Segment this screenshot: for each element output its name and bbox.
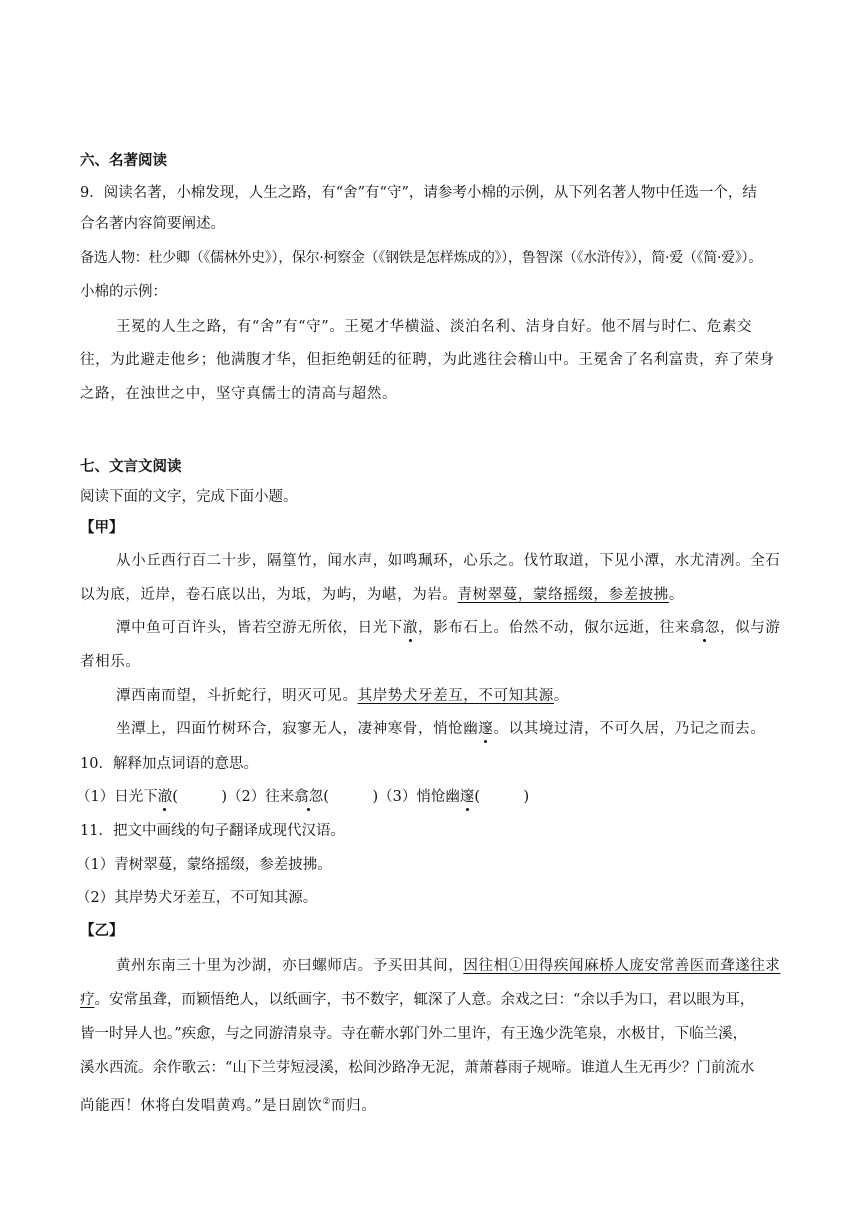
yi-line-5	[80, 1092, 376, 1116]
dotted-word-sui: 邃	[478, 721, 494, 737]
underlined-sentence-3: 因往相①田得疾闻麻桥人庞安常善医而聋遂往求	[463, 958, 781, 974]
yi-line-2	[80, 990, 754, 1010]
dotted-word-che: 澈	[402, 620, 419, 636]
jia-text: ，影布石上。佁然不动，俶尔远逝，往来	[418, 620, 690, 636]
question-11-item-1: （1）青树翠蔓，蒙络摇缀，参差披拂。	[76, 857, 332, 873]
jia-text: 。	[553, 688, 570, 704]
footnote-marker: ②	[322, 1097, 332, 1107]
q10-blank-2[interactable]: ( )	[323, 789, 379, 805]
jia-para-2-line-2: 者相乐。	[80, 654, 141, 670]
example-line-1: 王冕的人生之路，有“舍”有“守”。王冕才华横溢、淡泊名利、洁身自好。他不屑与时仁、危素交	[116, 319, 753, 335]
q10-dotted-1: 澈	[157, 789, 173, 805]
yi-line-1	[116, 956, 780, 976]
jia-text: 。以其境过清，不可久居，乃记之而去。	[493, 721, 766, 737]
q10-item-2: （2）往来	[227, 789, 295, 805]
question-11-item-2: （2）其岸势犬牙差互，不可知其源。	[76, 890, 318, 906]
question-10: 10．解释加点词语的意思。	[80, 756, 258, 772]
jia-text: 潭中鱼可百许头，皆若空游无所依，日光下	[116, 620, 403, 636]
jia-para-1-line-2	[80, 585, 684, 605]
yi-text: 而归。	[331, 1097, 377, 1114]
underlined-sentence-1: 青树翠蔓，蒙络摇缀，参差披拂	[457, 587, 669, 603]
yi-line-4: 溪水西流。余作歌云：“山下兰芽短浸溪，松间沙路净无泥，萧萧暮雨子规啼。谁道人生无再少？门前流水	[80, 1060, 755, 1076]
example-line-3: 之路，在浊世之中，坚守真儒士的清高与超然。	[80, 386, 398, 402]
yi-text: 黄州东南三十里为沙湖，亦曰螺师店。予买田其间，	[116, 958, 464, 974]
question-9-line-1: 9．阅读名著，小棉发现，人生之路，有“舍”有“守”，请参考小棉的示例，从下列名著人物中任选一个，结	[80, 185, 757, 201]
underlined-sentence-3-end: 疗	[80, 992, 95, 1008]
yi-text: 尚能西！休将白发唱黄鸡。”是日剧饮	[80, 1097, 323, 1114]
jia-text: 。	[668, 587, 685, 603]
q10-dotted-2: 翕忽	[294, 789, 324, 805]
jia-para-4	[116, 719, 765, 739]
q10-dotted-3: 邃	[459, 789, 475, 805]
q10-blank-1[interactable]: ( )	[172, 789, 228, 805]
jia-para-3	[116, 686, 569, 706]
yi-line-3: 皆一时异人也。”疾愈，与之同游清泉寺。寺在蕲水郭门外二里许，有王逸少洗笔泉，水极甘，下临兰溪，	[80, 1026, 748, 1042]
yi-text: 。安常虽聋，而颖悟绝人，以纸画字，书不数字，辄深了人意。余戏之曰：“余以手为口，君以眼为耳，	[94, 992, 755, 1008]
jia-para-1-line-1: 从小丘西行百二十步，隔篁竹，闻水声，如鸣珮环，心乐之。伐竹取道，下见小潭，水尤清冽。全石	[116, 553, 781, 569]
question-9-line-2: 合名著内容简要阐述。	[80, 216, 225, 232]
example-label: 小棉的示例：	[80, 284, 167, 300]
dotted-word-xihu: 翕忽	[689, 620, 721, 636]
passage-jia-label: 【甲】	[80, 519, 124, 536]
q10-item-1: （1）日光下	[76, 789, 158, 805]
underlined-sentence-2: 其岸势犬牙差互，不可知其源	[357, 688, 554, 704]
question-10-items	[76, 787, 529, 807]
jia-para-2-line-1	[116, 618, 780, 638]
candidate-characters: 备选人物：杜少卿（《儒林外史》），保尔·柯察金（《钢铁是怎样炼成的》），鲁智深（《水浒传》），简·爱（《简·爱》）。	[80, 250, 762, 266]
jia-text: 以为底，近岸，卷石底以出，为坻，为屿，为嵁，为岩。	[80, 587, 458, 603]
reading-instruction: 阅读下面的文字，完成下面小题。	[80, 489, 298, 505]
section-6-heading: 六、名著阅读	[80, 152, 167, 169]
example-line-2: 往，为此避走他乡；他满腹才华，但拒绝朝廷的征聘，为此逃往会稽山中。王冕舍了名利富贵，弃了荣身	[80, 352, 775, 368]
q10-item-3: （3）悄怆幽	[378, 789, 460, 805]
jia-text: ，似与游	[720, 620, 781, 636]
section-7-heading: 七、文言文阅读	[80, 458, 182, 475]
q10-blank-3[interactable]: ( )	[474, 789, 530, 805]
jia-text: 潭西南而望，斗折蛇行，明灭可见。	[116, 688, 358, 704]
jia-text: 坐潭上，四面竹树环合，寂寥无人，凄神寒骨，悄怆幽	[116, 721, 479, 737]
question-11: 11．把文中画线的句子翻译成现代汉语。	[80, 823, 345, 839]
passage-yi-label: 【乙】	[80, 922, 124, 939]
